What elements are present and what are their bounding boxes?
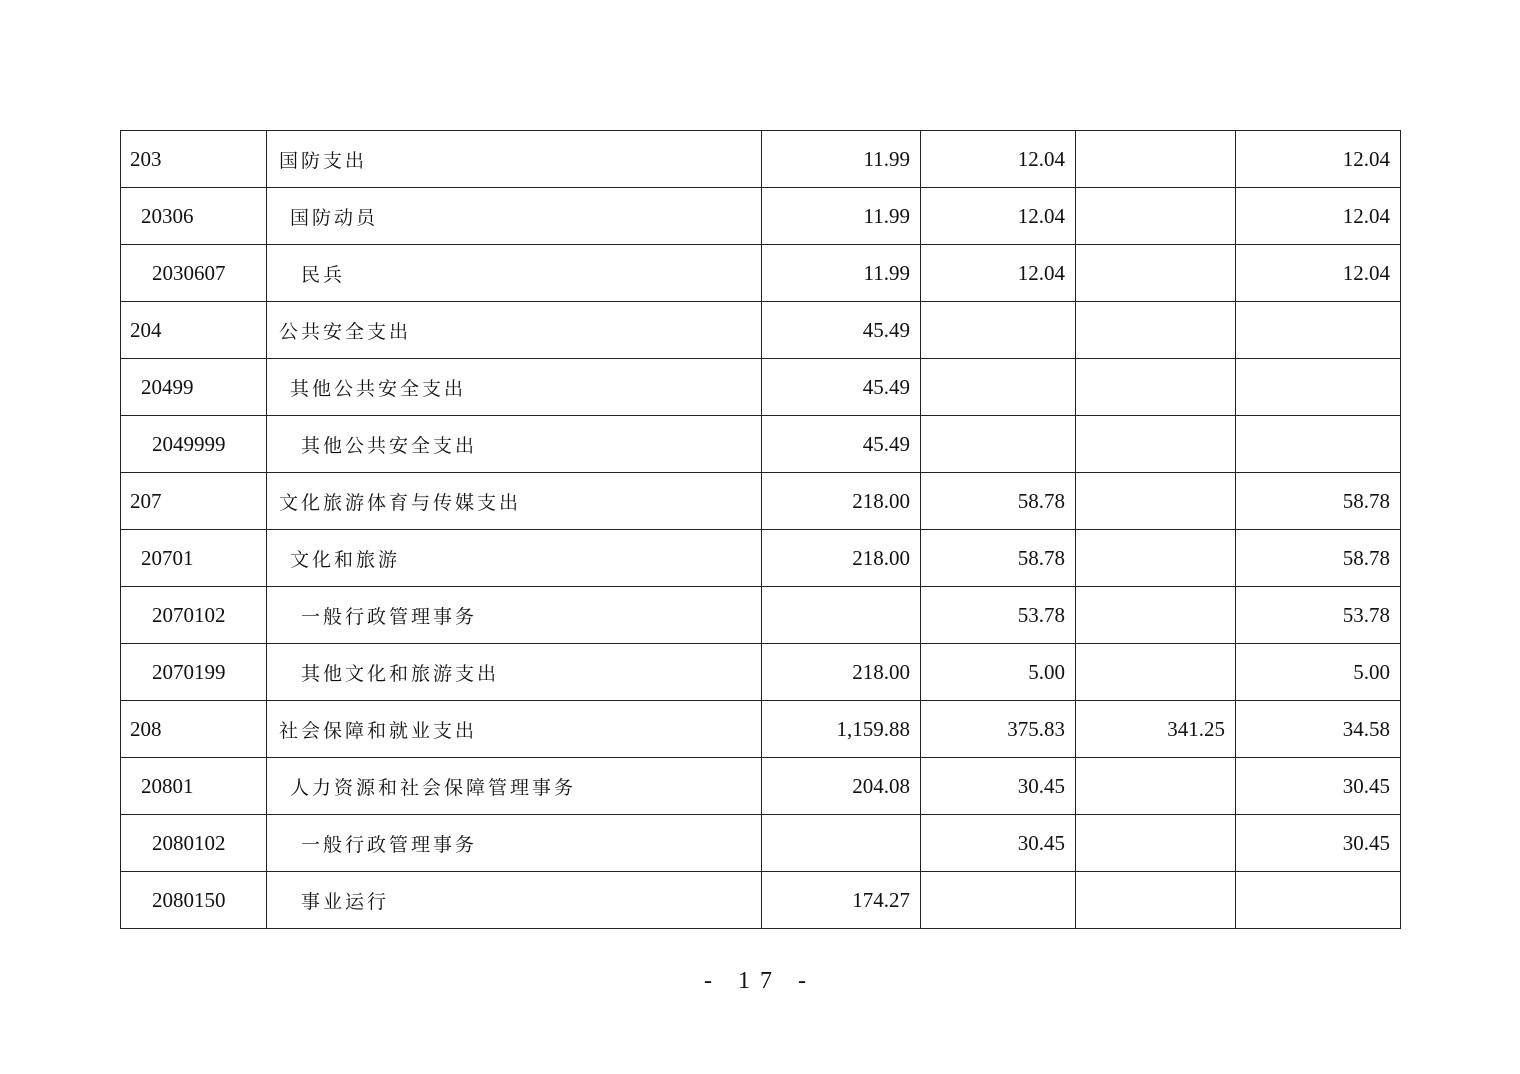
row-value-2: 5.00 — [921, 644, 1076, 701]
row-value-2: 30.45 — [921, 815, 1076, 872]
row-value-3 — [1076, 758, 1236, 815]
table-row — [121, 701, 1401, 758]
row-name: 其他公共安全支出 — [267, 416, 762, 473]
row-code: 207 — [121, 473, 267, 530]
row-value-3 — [1076, 530, 1236, 587]
row-value-1 — [762, 815, 921, 872]
row-name: 一般行政管理事务 — [267, 587, 762, 644]
row-value-3: 341.25 — [1076, 701, 1236, 758]
row-value-1: 45.49 — [762, 302, 921, 359]
row-value-4 — [1236, 872, 1401, 929]
row-value-4 — [1236, 359, 1401, 416]
row-value-2 — [921, 872, 1076, 929]
table-row — [121, 872, 1401, 929]
row-value-4: 5.00 — [1236, 644, 1401, 701]
row-code: 20701 — [121, 530, 267, 587]
row-value-3 — [1076, 416, 1236, 473]
table-row — [121, 530, 1401, 587]
row-code: 20306 — [121, 188, 267, 245]
row-value-2: 53.78 — [921, 587, 1076, 644]
row-code: 2080102 — [121, 815, 267, 872]
row-value-1 — [762, 587, 921, 644]
row-value-1: 11.99 — [762, 188, 921, 245]
row-code: 2070199 — [121, 644, 267, 701]
row-value-1: 45.49 — [762, 359, 921, 416]
row-value-3 — [1076, 473, 1236, 530]
row-name: 其他文化和旅游支出 — [267, 644, 762, 701]
row-value-2: 12.04 — [921, 131, 1076, 188]
row-value-3 — [1076, 815, 1236, 872]
table-row — [121, 758, 1401, 815]
row-value-1: 11.99 — [762, 245, 921, 302]
row-value-2: 12.04 — [921, 245, 1076, 302]
row-value-2 — [921, 416, 1076, 473]
row-value-2: 58.78 — [921, 473, 1076, 530]
row-code: 208 — [121, 701, 267, 758]
row-name: 国防支出 — [267, 131, 762, 188]
budget-table — [120, 130, 1401, 929]
row-value-2: 30.45 — [921, 758, 1076, 815]
row-code: 2049999 — [121, 416, 267, 473]
row-value-4: 30.45 — [1236, 758, 1401, 815]
table-row — [121, 245, 1401, 302]
row-value-2: 58.78 — [921, 530, 1076, 587]
table-row — [121, 644, 1401, 701]
row-name: 公共安全支出 — [267, 302, 762, 359]
row-value-3 — [1076, 302, 1236, 359]
row-value-1: 1,159.88 — [762, 701, 921, 758]
row-value-3 — [1076, 359, 1236, 416]
row-value-3 — [1076, 131, 1236, 188]
row-value-4: 12.04 — [1236, 245, 1401, 302]
row-value-3 — [1076, 872, 1236, 929]
row-value-3 — [1076, 587, 1236, 644]
row-name: 事业运行 — [267, 872, 762, 929]
row-value-4: 53.78 — [1236, 587, 1401, 644]
row-value-1: 218.00 — [762, 473, 921, 530]
row-value-2 — [921, 302, 1076, 359]
row-value-3 — [1076, 188, 1236, 245]
table-row — [121, 131, 1401, 188]
row-value-4 — [1236, 416, 1401, 473]
row-value-3 — [1076, 245, 1236, 302]
table-row — [121, 302, 1401, 359]
row-code: 2070102 — [121, 587, 267, 644]
table-row — [121, 473, 1401, 530]
row-value-1: 174.27 — [762, 872, 921, 929]
table-row — [121, 188, 1401, 245]
row-code: 203 — [121, 131, 267, 188]
row-code: 20801 — [121, 758, 267, 815]
row-code: 2030607 — [121, 245, 267, 302]
row-value-2 — [921, 359, 1076, 416]
row-value-2: 375.83 — [921, 701, 1076, 758]
row-name: 其他公共安全支出 — [267, 359, 762, 416]
table-row — [121, 416, 1401, 473]
row-value-4: 34.58 — [1236, 701, 1401, 758]
row-name: 一般行政管理事务 — [267, 815, 762, 872]
page-number: - 17 - — [704, 968, 816, 994]
row-value-4: 58.78 — [1236, 473, 1401, 530]
row-name: 人力资源和社会保障管理事务 — [267, 758, 762, 815]
row-value-4: 12.04 — [1236, 188, 1401, 245]
table-row — [121, 815, 1401, 872]
table-row — [121, 587, 1401, 644]
row-name: 国防动员 — [267, 188, 762, 245]
row-value-4 — [1236, 302, 1401, 359]
row-name: 文化和旅游 — [267, 530, 762, 587]
row-value-4: 58.78 — [1236, 530, 1401, 587]
row-value-1: 204.08 — [762, 758, 921, 815]
row-value-1: 218.00 — [762, 530, 921, 587]
row-value-1: 11.99 — [762, 131, 921, 188]
row-value-4: 12.04 — [1236, 131, 1401, 188]
row-value-1: 45.49 — [762, 416, 921, 473]
table-row — [121, 359, 1401, 416]
row-name: 民兵 — [267, 245, 762, 302]
row-name: 文化旅游体育与传媒支出 — [267, 473, 762, 530]
row-code: 2080150 — [121, 872, 267, 929]
row-value-2: 12.04 — [921, 188, 1076, 245]
row-value-1: 218.00 — [762, 644, 921, 701]
row-code: 204 — [121, 302, 267, 359]
row-code: 20499 — [121, 359, 267, 416]
row-name: 社会保障和就业支出 — [267, 701, 762, 758]
row-value-3 — [1076, 644, 1236, 701]
row-value-4: 30.45 — [1236, 815, 1401, 872]
